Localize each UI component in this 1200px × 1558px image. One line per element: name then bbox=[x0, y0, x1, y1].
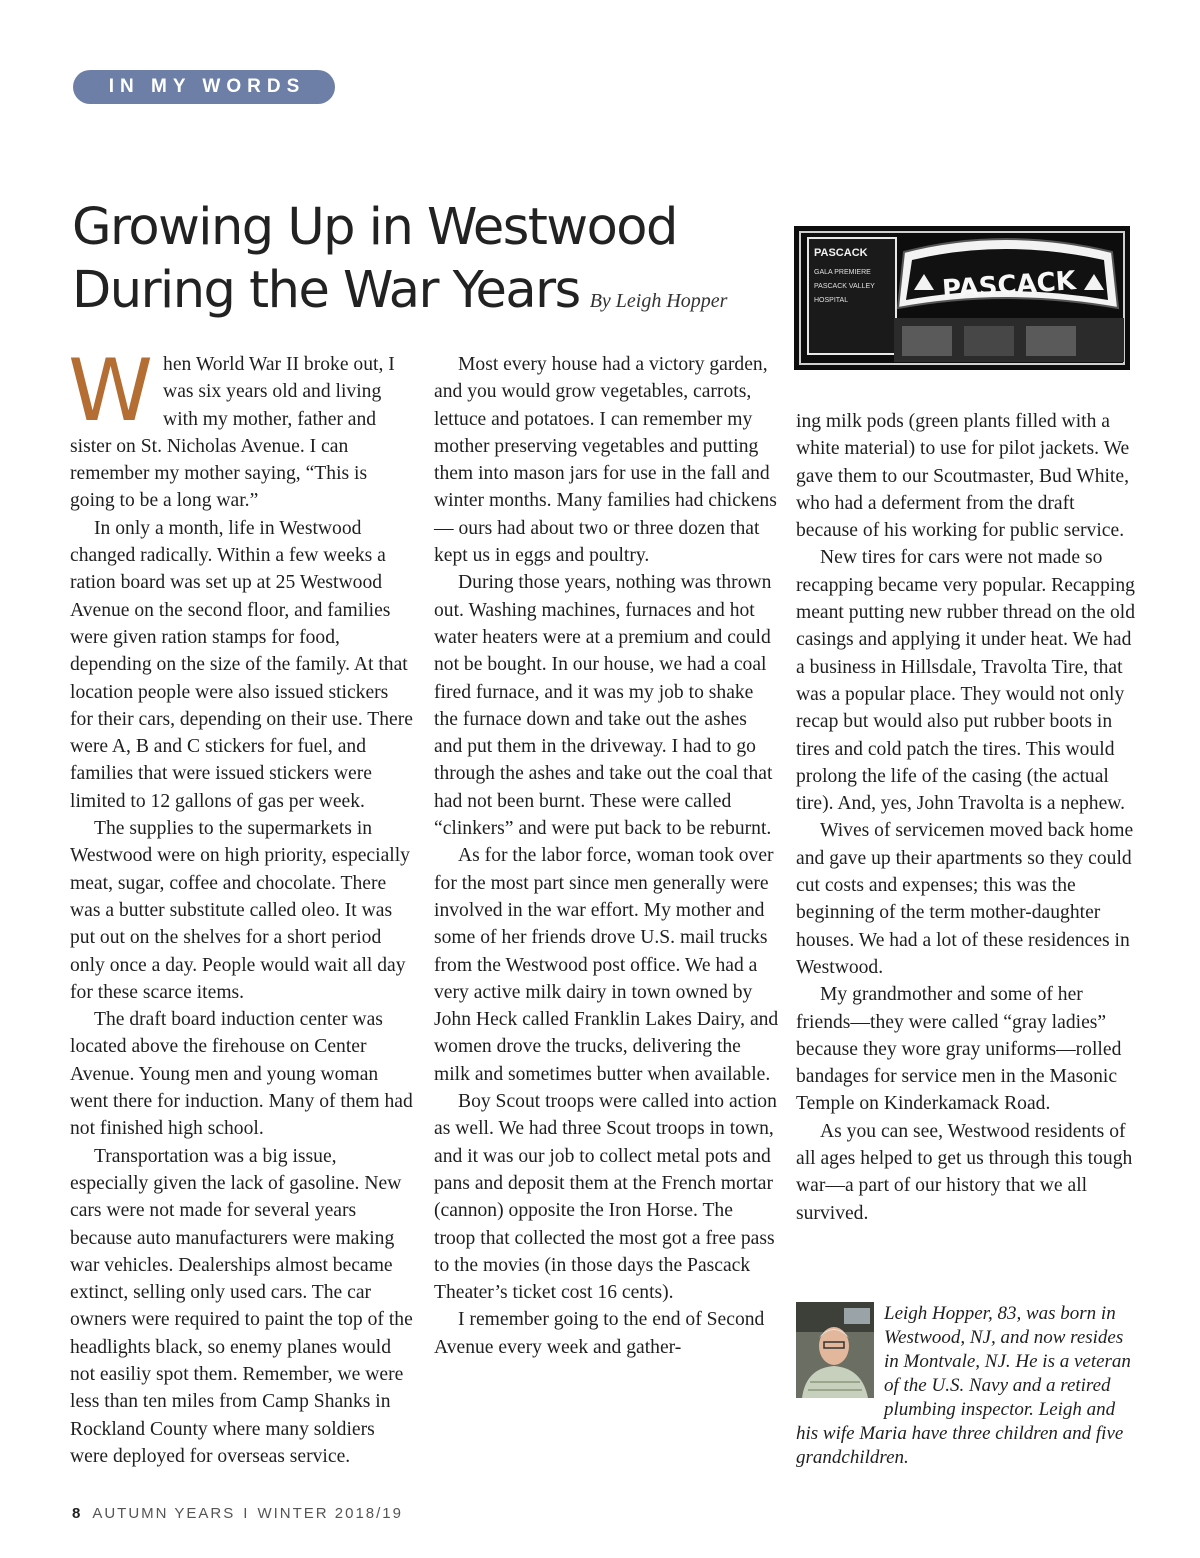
article-headline bbox=[72, 196, 772, 333]
issue-date: WINTER 2018/19 bbox=[257, 1505, 403, 1522]
publication-name: AUTUMN YEARS bbox=[92, 1505, 236, 1522]
pascack-theater-photo bbox=[794, 226, 1130, 370]
article-paragraph: Most every house had a victory garden, and you would grow vegetables, carrots, lettuce and potatoes. I can remember my mother preserving vegetables and putting them into mason jars for use in the fall and winter months. Many families had chickens— ours had about two or three dozen that kept us in eggs and poultry. bbox=[434, 354, 777, 567]
page-footer bbox=[72, 1505, 403, 1522]
marquee-text: PASCACK bbox=[941, 266, 1077, 306]
article-paragraph: In only a month, life in Westwood changed radically. Within a few weeks a ration board was set up at 25 Westwood Avenue on the second floor, and families were given ration stamps for food, depending on the size of the family. At that location people were also issued stickers for their cars, depending on their use. There were A, B and C stickers for fuel, and families that were issued stickers were limited to 12 gallons of gas per week. bbox=[70, 517, 413, 812]
page-number: 8 bbox=[72, 1505, 81, 1522]
article-paragraph: The supplies to the supermarkets in Westwood were on high priority, especially meat, sugar, coffee and chocolate. There was a butter substitute called oleo. It was put out on the shelves for a short period only once a day. People would wait all day for these scarce items. bbox=[70, 818, 410, 1003]
theater-marquee-image bbox=[794, 226, 1130, 370]
article-column-2 bbox=[434, 351, 779, 1361]
side-sign-line-2: GALA PREMIERE bbox=[814, 269, 871, 276]
side-sign-line-1: PASCACK bbox=[814, 247, 868, 259]
article-paragraph: As you can see, Westwood residents of all ages helped to get us through this tough war—a part of our history that we all survived. bbox=[796, 1120, 1133, 1224]
article-paragraph: Transportation was a big issue, especially given the lack of gasoline. New cars were not made for several years because auto manufacturers were making war vehicles. Dealerships almost became extinct, selling only used cars. The car owners were required to paint the top of the headlights black, so enemy planes would not easiliy spot them. Remember, we were less than ten miles from Camp Shanks in Rockland County where many soldiers were deployed for overseas service. bbox=[70, 1145, 413, 1467]
article-paragraph bbox=[68, 341, 415, 515]
article-column-3 bbox=[796, 408, 1141, 1227]
footer-separator: I bbox=[243, 1505, 250, 1522]
article-column-1 bbox=[68, 341, 415, 1470]
paragraph-text: hen World War II broke out, I was six years old and living with my mother, father and sister on St. Nicholas Avenue. I can remember my mother saying, “This is going to be a long war.” bbox=[70, 354, 395, 512]
article-paragraph: New tires for cars were not made so recapping became very popular. Recapping meant putting new rubber thread on the old casings and applying it under heat. We had a business in Hillsdale, Travolta Tire, that was a popular place. They would not only recap but would also put rubber boots in tires and cold patch the tires. This would prolong the life of the casing (the actual tire). And, yes, John Travolta is a nephew. bbox=[796, 547, 1135, 815]
side-sign-line-4: HOSPITAL bbox=[814, 297, 849, 304]
article-paragraph: My grandmother and some of her friends—they were called “gray ladies” because they wore gray uniforms—rolled bandages for service men in the Masonic Temple on Kinderkamack Road. bbox=[796, 984, 1122, 1115]
article-paragraph: During those years, nothing was thrown out. Washing machines, furnaces and hot water heaters were at a premium and could not be bought. In our house, we had a coal fired furnace, and it was my job to shake the furnace down and take out the ashes and put them in the driveway. I had to go through the ashes and take out the coal that had not been burnt. These were called “clinkers” and were put back to be reburnt. bbox=[434, 572, 773, 840]
author-portrait bbox=[796, 1302, 874, 1398]
drop-cap: W bbox=[68, 341, 154, 441]
bio-text: Leigh Hopper, 83, was born in Westwood, NJ, and now resides in Montvale, NJ. He is a veteran of the U.S. Navy and a retired plumbing inspector. Leigh and his wife Maria have three children and five grandchildren. bbox=[796, 1303, 1131, 1468]
article-paragraph: The draft board induction center was located above the firehouse on Center Avenue. Young men and young woman went there for induction. Many of them had not finished high school. bbox=[70, 1009, 413, 1140]
article-paragraph: ing milk pods (green plants filled with a white material) to use for pilot jackets. We gave them to our Scoutmaster, Bud White, who had a deferment from the draft because of his working for public service. bbox=[796, 411, 1130, 542]
byline: By Leigh Hopper bbox=[589, 290, 728, 312]
side-sign-line-3: PASCACK VALLEY bbox=[814, 283, 875, 290]
headline-line-2: During the War Years bbox=[72, 261, 580, 320]
article-paragraph: As for the labor force, woman took over for the most part since men generally were involved in the war effort. My mother and some of her friends drove U.S. mail trucks from the Westwood post office. We had a very active milk dairy in town owned by John Heck called Franklin Lakes Dairy, and women drove the trucks, delivering the milk and sometimes butter when available. bbox=[434, 845, 779, 1085]
author-photo bbox=[796, 1302, 874, 1398]
article-paragraph: Wives of servicemen moved back home and gave up their apartments so they could cut costs and expenses; this was the beginning of the term mother-daughter houses. We had a lot of these residences in Westwood. bbox=[796, 820, 1134, 978]
section-label: IN MY WORDS bbox=[73, 70, 335, 104]
headline-line-1: Growing Up in Westwood bbox=[72, 198, 677, 257]
author-bio bbox=[796, 1302, 1132, 1470]
article-paragraph: Boy Scout troops were called into action as well. We had three Scout troops in town, and it was our job to collect metal pots and pans and deposit them at the French mortar (cannon) opposite the Iron Horse. The troop that collected the most got a free pass to the movies (in those days the Pascack Theater’s ticket cost 16 cents). bbox=[434, 1091, 777, 1304]
article-paragraph: I remember going to the end of Second Avenue every week and gather- bbox=[434, 1309, 765, 1358]
